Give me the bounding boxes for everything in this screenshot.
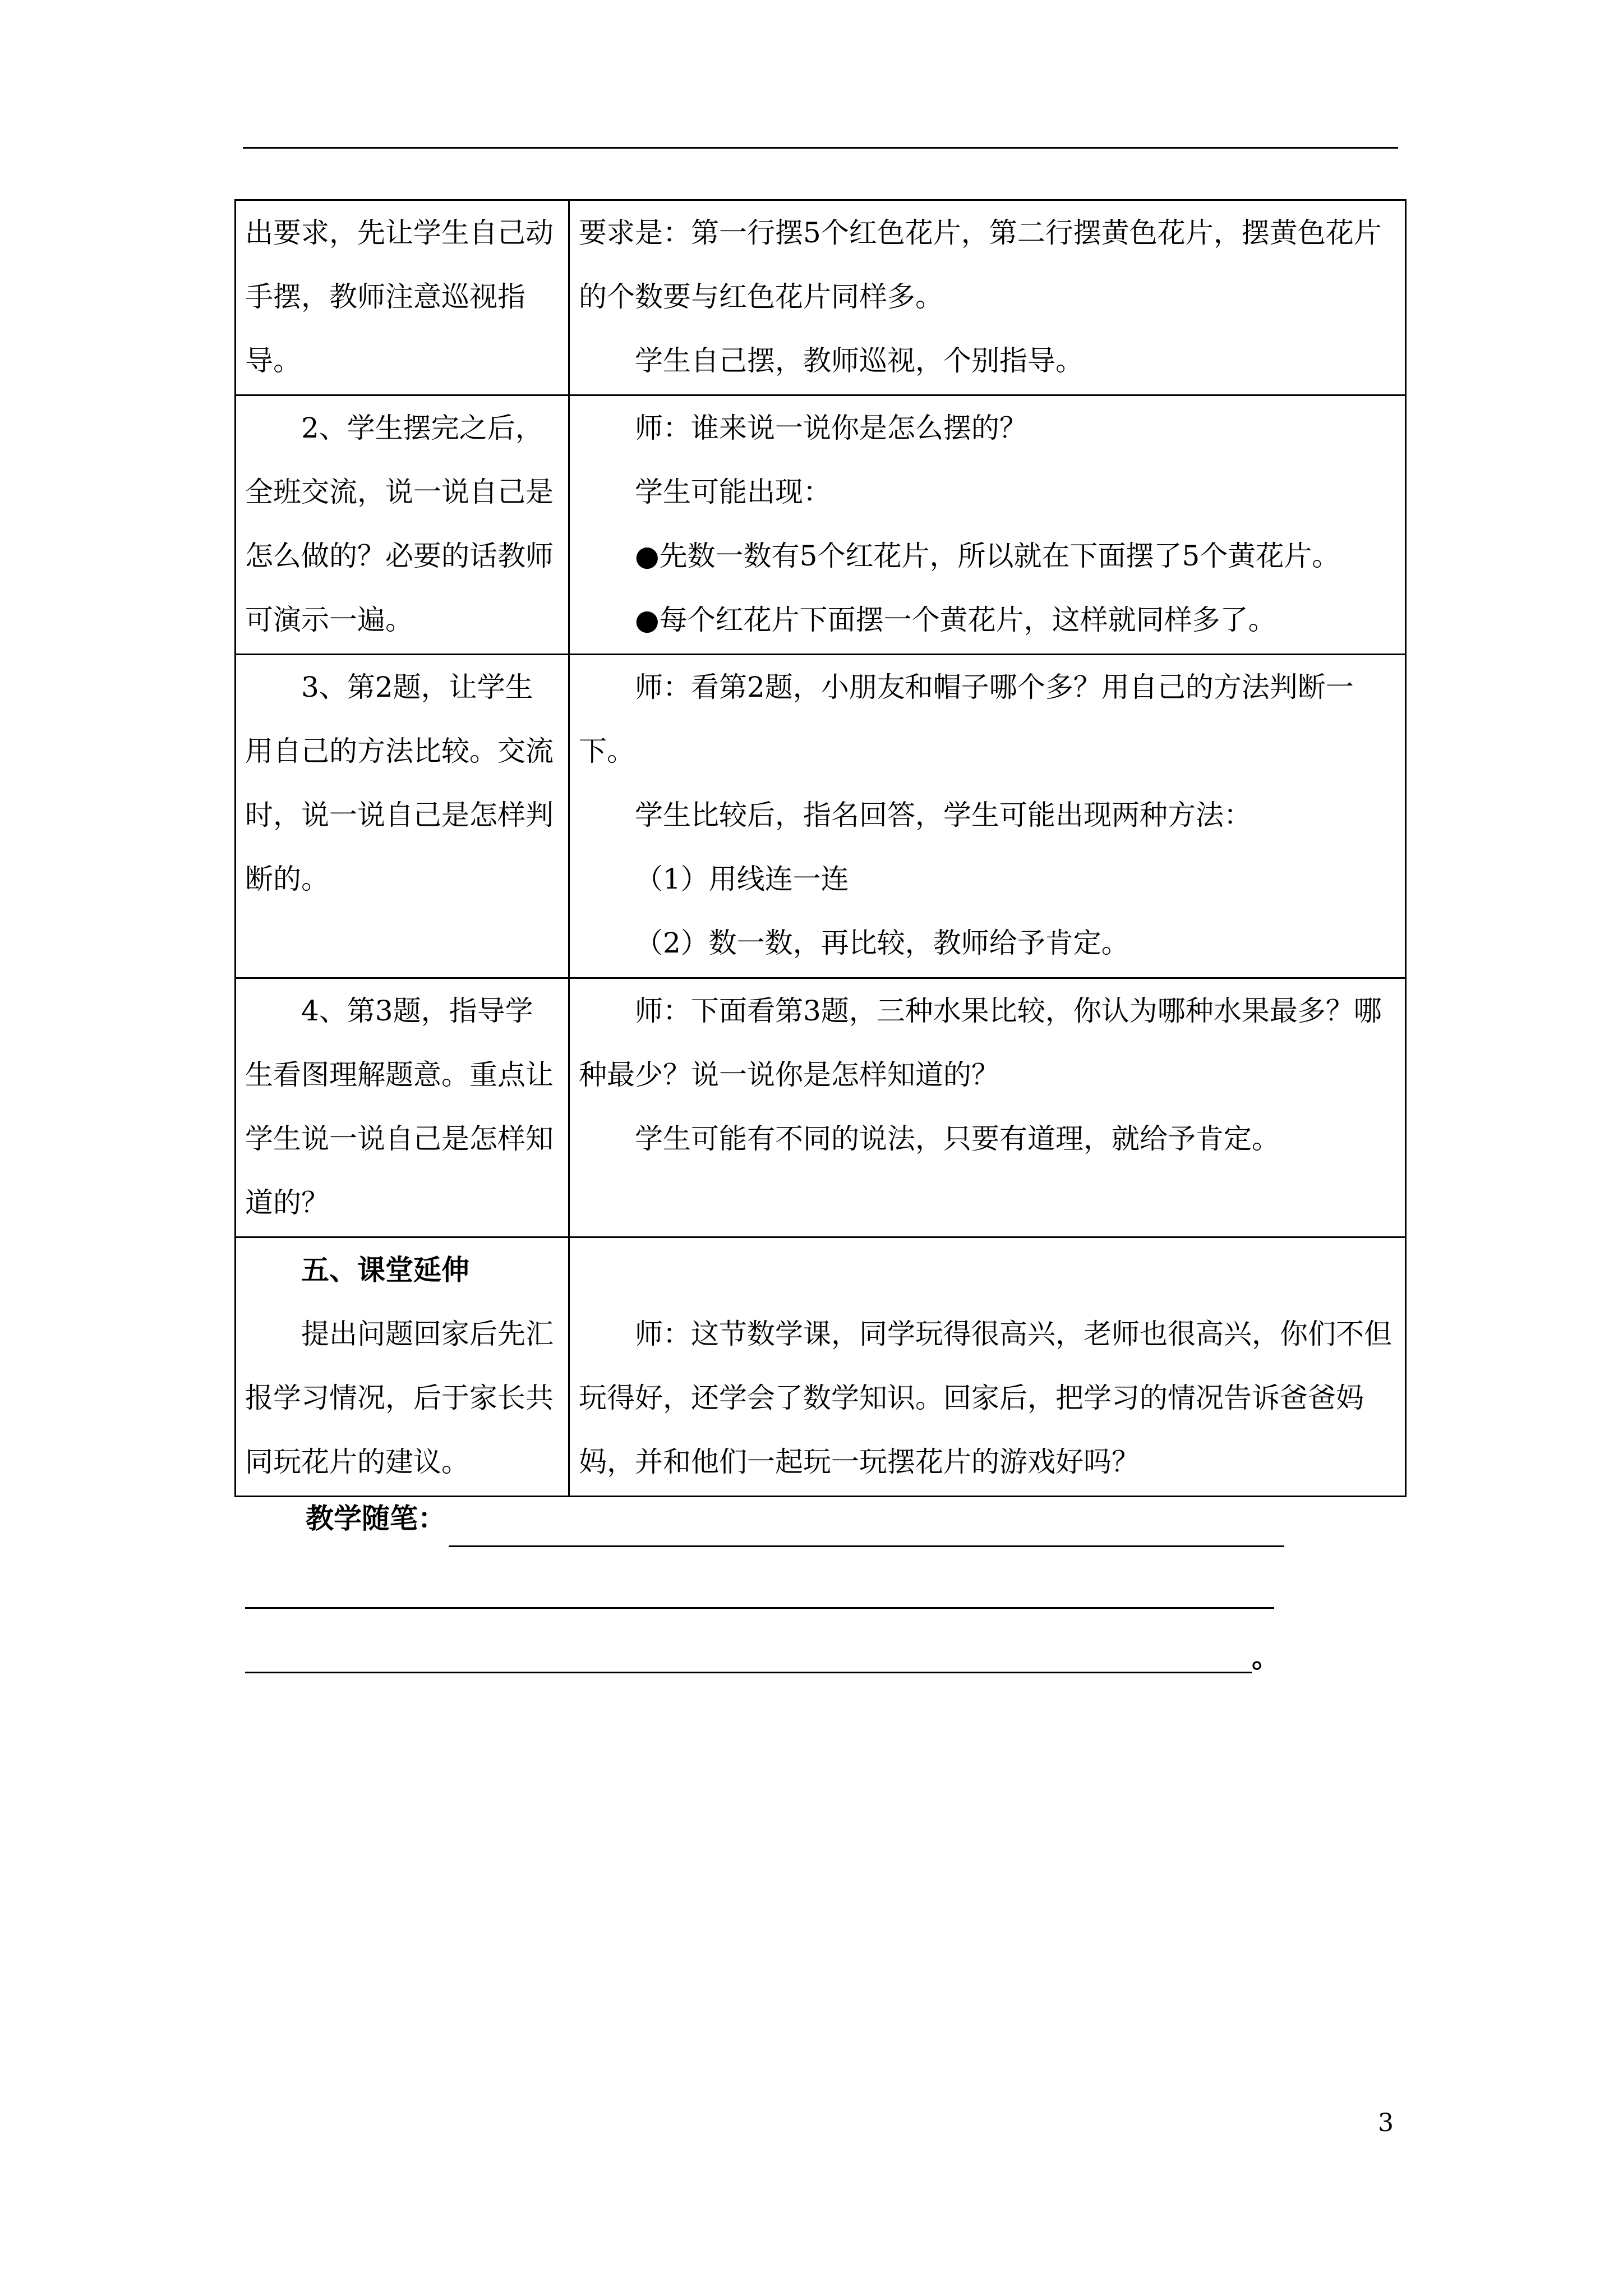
step-text: 3、第2题，让学生用自己的方法比较。交流时，说一说自己是怎样判断的。 xyxy=(245,671,554,895)
table-row xyxy=(236,395,1406,655)
teaching-notes-label: 教学随笔： xyxy=(306,1502,446,1535)
section-heading: 五、课堂延伸 xyxy=(301,1253,469,1286)
detail-paragraph: （1）用线连一连 xyxy=(635,863,849,895)
detail-paragraph: ●每个红花片下面摆一个黄花片，这样就同样多了。 xyxy=(635,604,1276,636)
step-text: 4、第3题，指导学生看图理解题意。重点让学生说一说自己是怎样知道的？ xyxy=(245,995,554,1219)
table-row xyxy=(236,978,1406,1237)
detail-paragraph: 师：下面看第3题，三种水果比较，你认为哪种水果最多？哪种最少？说一说你是怎样知道的？ xyxy=(579,995,1382,1091)
detail-paragraph: ●先数一数有5个红花片，所以就在下面摆了5个黄花片。 xyxy=(635,540,1340,572)
detail-paragraph: 师：看第2题，小朋友和帽子哪个多？用自己的方法判断一下。 xyxy=(579,671,1354,767)
teaching-detail-cell xyxy=(569,200,1406,395)
detail-paragraph: 师：这节数学课，同学玩得很高兴，老师也很高兴，你们不但玩得好，还学会了数学知识。回家后，把学习的情况告诉爸爸妈妈，并和他们一起玩一玩摆花片的游戏好吗？ xyxy=(579,1318,1392,1478)
table-row xyxy=(236,655,1406,978)
step-text: 2、学生摆完之后，全班交流，说一说自己是怎么做的？必要的话教师可演示一遍。 xyxy=(245,412,554,636)
teaching-step-cell xyxy=(236,200,569,395)
teaching-step-cell xyxy=(236,978,569,1237)
header-rule xyxy=(243,147,1398,149)
detail-paragraph: 学生比较后，指名回答，学生可能出现两种方法： xyxy=(635,799,1252,831)
lesson-plan-table xyxy=(234,199,1407,1497)
teaching-detail-cell xyxy=(569,1237,1406,1497)
teaching-detail-cell xyxy=(569,978,1406,1237)
detail-spacer xyxy=(579,1238,1397,1302)
teaching-step-cell xyxy=(236,395,569,655)
notes-period: 。 xyxy=(1252,1641,1280,1674)
detail-paragraph: 要求是：第一行摆5个红色花片，第二行摆黄色花片，摆黄色花片的个数要与红色花片同样多。 xyxy=(579,217,1382,313)
table-row xyxy=(236,1237,1406,1497)
page-number: 3 xyxy=(1378,2109,1394,2137)
notes-blank-line-1 xyxy=(449,1545,1284,1547)
teaching-detail-cell xyxy=(569,395,1406,655)
notes-blank-line-2 xyxy=(245,1607,1274,1609)
teaching-step-cell xyxy=(236,1237,569,1497)
detail-paragraph: 学生可能出现： xyxy=(635,476,831,508)
detail-paragraph: 师：谁来说一说你是怎么摆的？ xyxy=(635,412,1027,444)
teaching-step-cell xyxy=(236,655,569,978)
detail-paragraph: 学生可能有不同的说法，只要有道理，就给予肯定。 xyxy=(635,1122,1280,1155)
teaching-detail-cell xyxy=(569,655,1406,978)
notes-blank-line-3 xyxy=(245,1672,1252,1673)
step-text: 出要求，先让学生自己动手摆，教师注意巡视指导。 xyxy=(245,217,554,377)
step-text: 提出问题回家后先汇报学习情况，后于家长共同玩花片的建议。 xyxy=(245,1318,554,1478)
detail-paragraph: 学生自己摆，教师巡视，个别指导。 xyxy=(635,344,1083,377)
table-row xyxy=(236,200,1406,395)
detail-paragraph: （2）数一数，再比较，教师给予肯定。 xyxy=(635,927,1129,959)
